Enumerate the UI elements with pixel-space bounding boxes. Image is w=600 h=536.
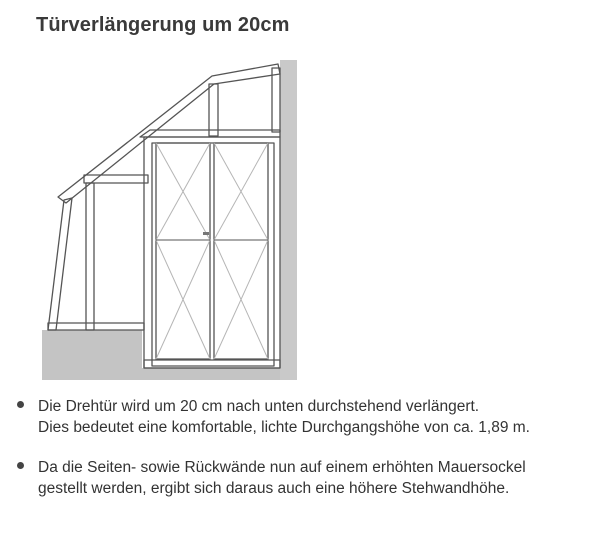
list-item-text: Dies bedeutet eine komfortable, lichte Durchgangshöhe von ca. 1,89 m. xyxy=(38,419,530,436)
door-frame xyxy=(144,137,280,368)
list-item xyxy=(10,396,595,438)
base-sill xyxy=(48,323,144,330)
inner-post xyxy=(86,183,94,330)
door-panel-left xyxy=(156,143,210,359)
list-item-text: gestellt werden, ergibt sich daraus auch eine höhere Stehwandhöhe. xyxy=(38,480,510,497)
list-item-text: Da die Seiten- sowie Rückwände nun auf einem erhöhten Mauersockel xyxy=(38,459,526,476)
wall-post xyxy=(272,68,280,132)
bullet-icon xyxy=(17,401,24,408)
page-title: Türverlängerung um 20cm xyxy=(36,14,290,36)
list-item-text: Die Drehtür wird um 20 cm nach unten durchstehend verlängert. xyxy=(38,398,480,415)
feature-list xyxy=(10,396,595,518)
door-panel-right xyxy=(214,143,268,359)
front-post xyxy=(48,198,72,330)
masonry-base xyxy=(42,330,280,380)
side-beam xyxy=(84,175,148,183)
roof-post-upper xyxy=(209,84,218,136)
bullet-icon xyxy=(17,462,24,469)
list-item xyxy=(10,457,595,499)
door-threshold xyxy=(144,360,280,368)
door-handle xyxy=(203,232,209,235)
house-wall xyxy=(280,60,297,380)
